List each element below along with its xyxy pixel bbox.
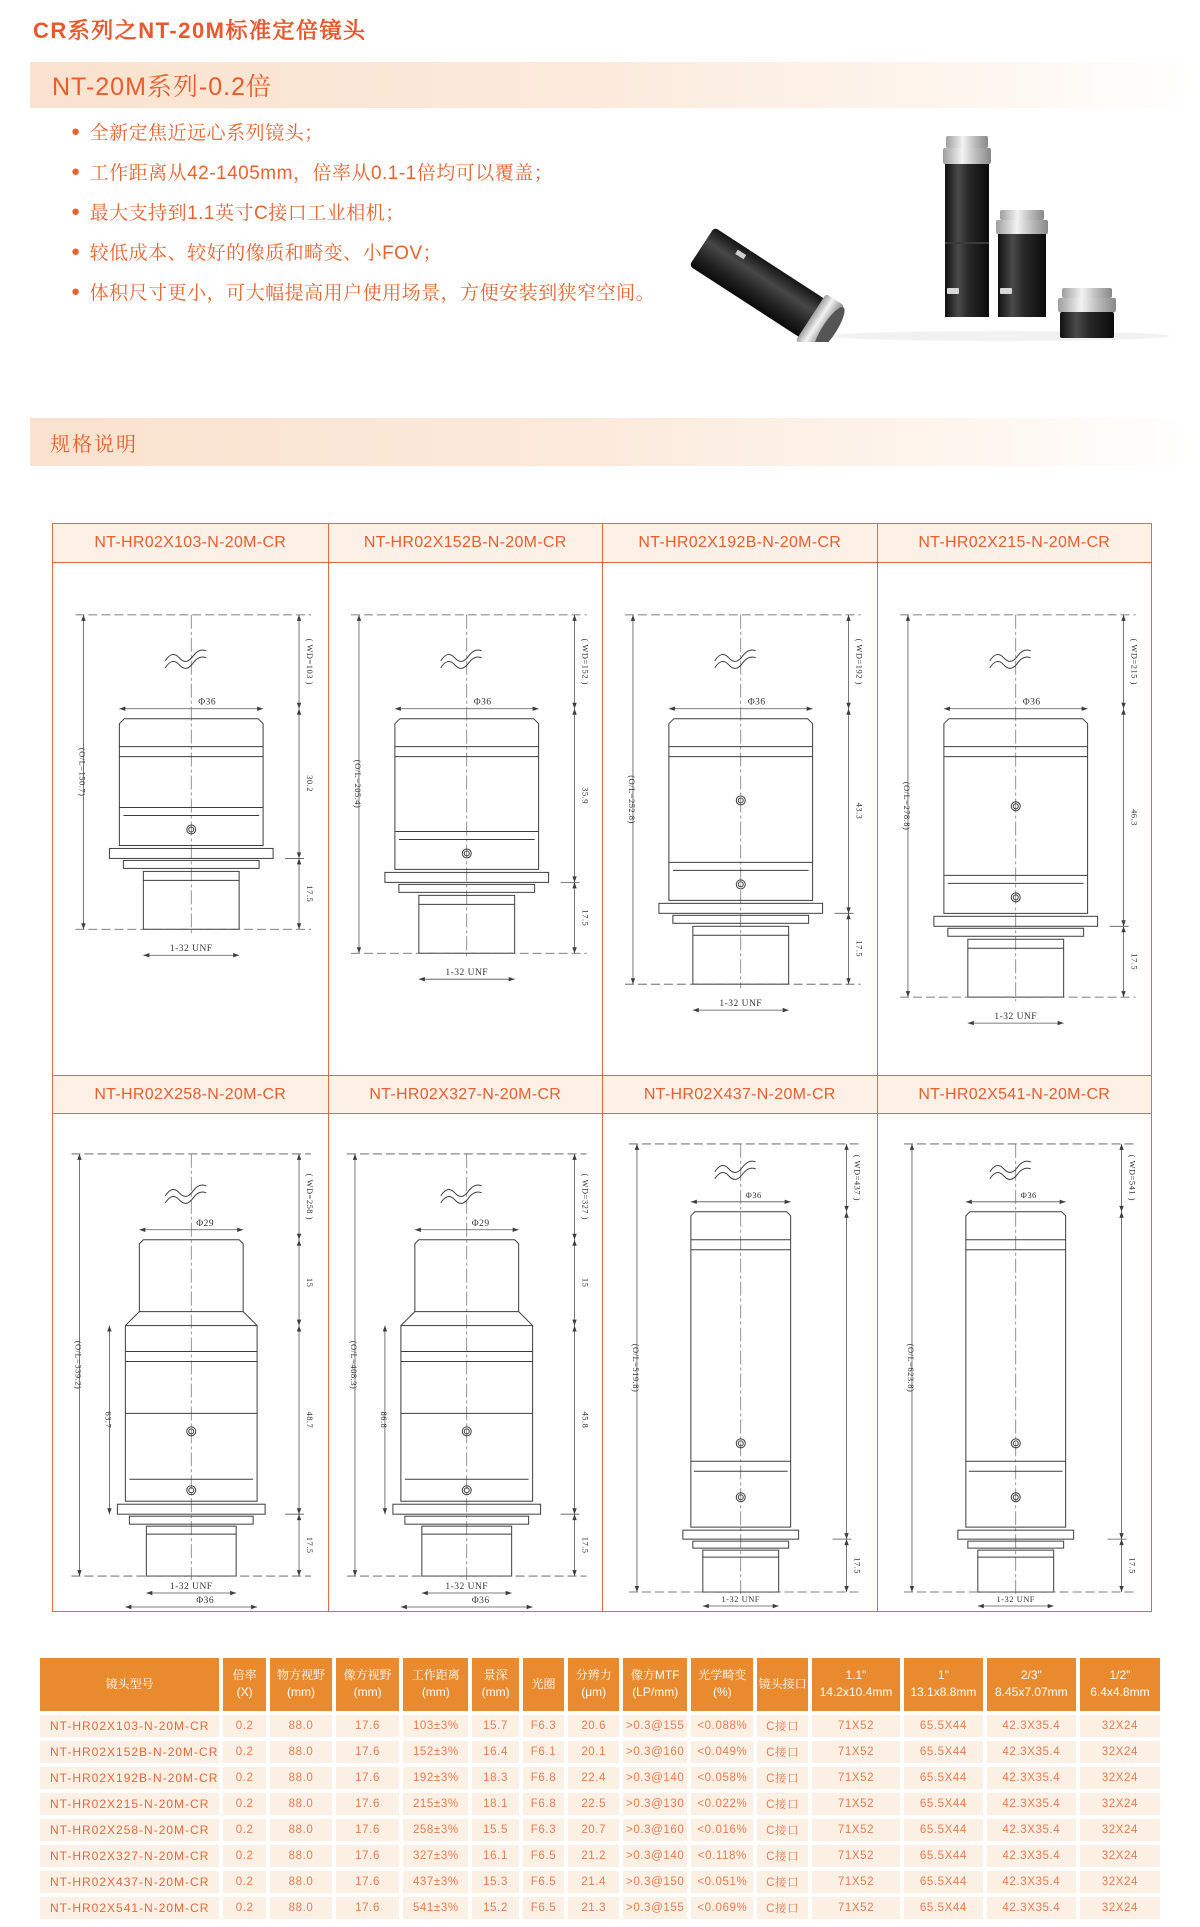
spec-cell: 32X24 — [1080, 1819, 1160, 1841]
technical-drawing — [53, 1113, 328, 1611]
spec-cell: 88.0 — [270, 1819, 332, 1841]
spec-header-cell — [757, 1658, 808, 1711]
spec-cell: F6.3 — [523, 1715, 565, 1737]
spec-cell: 17.6 — [336, 1845, 399, 1867]
svg-text:17.5: 17.5 — [580, 1536, 591, 1554]
spec-section-header — [30, 418, 1192, 466]
spec-header-cell — [40, 1658, 219, 1711]
spec-header-cell — [336, 1658, 399, 1711]
spec-cell: C接口 — [757, 1871, 808, 1893]
spec-cell: 215±3% — [403, 1793, 468, 1815]
spec-cell: 32X24 — [1080, 1845, 1160, 1867]
lens-drawing-svg — [878, 563, 1152, 1075]
svg-text:( WD=152 ): ( WD=152 ) — [580, 638, 591, 685]
spec-table-header-row — [40, 1658, 1160, 1711]
spec-cell: <0.058% — [691, 1767, 753, 1789]
spec-header-cell — [987, 1658, 1076, 1711]
spec-cell: 71X52 — [812, 1741, 900, 1763]
header-line1: 镜头型号 — [105, 1676, 154, 1691]
lens-drawing-svg — [878, 1114, 1152, 1611]
spec-header-cell — [623, 1658, 687, 1711]
spec-cell: 65.5X44 — [904, 1767, 983, 1789]
lens-photo-illustration — [660, 92, 1200, 342]
header-line2: (X) — [236, 1685, 253, 1700]
spec-cell: 32X24 — [1080, 1793, 1160, 1815]
spec-cell: <0.069% — [691, 1897, 753, 1919]
spec-cell: 152±3% — [403, 1741, 468, 1763]
svg-text:(O/L=339.2): (O/L=339.2) — [73, 1340, 84, 1390]
spec-cell: >0.3@140 — [623, 1845, 687, 1867]
spec-header-cell — [1080, 1658, 1160, 1711]
svg-text:1-32 UNF: 1-32 UNF — [169, 944, 213, 955]
spec-cell: <0.088% — [691, 1715, 753, 1737]
bullet-icon: ● — [71, 283, 81, 300]
spec-cell: 541±3% — [403, 1897, 468, 1919]
spec-cell: 65.5X44 — [904, 1715, 983, 1737]
spec-cell: 88.0 — [270, 1845, 332, 1867]
svg-text:(O/L=278.8): (O/L=278.8) — [901, 781, 912, 831]
header-line2: 13.1x8.8mm — [910, 1685, 977, 1700]
spec-header-cell — [270, 1658, 332, 1711]
header-line2: 14.2x10.4mm — [819, 1685, 893, 1700]
spec-cell: >0.3@130 — [623, 1793, 687, 1815]
feature-item — [71, 158, 655, 185]
header-line2: (LP/mm) — [632, 1685, 679, 1700]
spec-cell: 88.0 — [270, 1871, 332, 1893]
svg-text:1-32 UNF: 1-32 UNF — [993, 1012, 1037, 1023]
spec-cell: 17.6 — [336, 1715, 399, 1737]
spec-cell: 0.2 — [223, 1819, 266, 1841]
model-cell: NT-HR02X437-N-20M-CR — [40, 1871, 219, 1893]
spec-cell: 21.2 — [568, 1845, 619, 1867]
spec-cell: 42.3X35.4 — [987, 1819, 1076, 1841]
spec-cell: C接口 — [757, 1767, 808, 1789]
svg-text:17.5: 17.5 — [852, 1557, 863, 1575]
drawing-cell-header: NT-HR02X215-N-20M-CR — [877, 524, 1152, 562]
spec-cell: 15.7 — [472, 1715, 518, 1737]
svg-text:1-32 UNF: 1-32 UNF — [444, 968, 488, 979]
model-cell: NT-HR02X192B-N-20M-CR — [40, 1767, 219, 1789]
lens-photo-medium — [996, 210, 1048, 317]
svg-text:Φ36: Φ36 — [196, 1596, 215, 1607]
svg-text:46.3: 46.3 — [1129, 809, 1140, 826]
spec-header-cell — [691, 1658, 753, 1711]
svg-text:17.5: 17.5 — [854, 940, 865, 958]
spec-cell: 17.6 — [336, 1897, 399, 1919]
feature-item — [71, 238, 655, 265]
svg-text:Φ36: Φ36 — [198, 697, 217, 708]
spec-cell: 327±3% — [403, 1845, 468, 1867]
spec-cell: 22.5 — [568, 1793, 619, 1815]
page-title: CR系列之NT-20M标准定倍镜头 — [33, 18, 367, 43]
model-cell: NT-HR02X258-N-20M-CR — [40, 1819, 219, 1841]
spec-cell: C接口 — [757, 1741, 808, 1763]
spec-cell: 32X24 — [1080, 1767, 1160, 1789]
spec-cell: 15.2 — [472, 1897, 518, 1919]
drawing-cell-header: NT-HR02X541-N-20M-CR — [877, 1075, 1152, 1113]
header-line2: (mm) — [353, 1685, 382, 1700]
lens-photo-tall — [943, 136, 991, 317]
spec-cell: 0.2 — [223, 1871, 266, 1893]
technical-drawing — [328, 1113, 603, 1611]
spec-cell: C接口 — [757, 1897, 808, 1919]
feature-item — [71, 278, 655, 305]
spec-cell: 65.5X44 — [904, 1845, 983, 1867]
svg-text:17.5: 17.5 — [1127, 1557, 1138, 1575]
spec-cell: 192±3% — [403, 1767, 468, 1789]
header-line2: (%) — [712, 1685, 732, 1700]
header-line1: 1" — [937, 1668, 949, 1682]
spec-cell: 71X52 — [812, 1897, 900, 1919]
bullet-icon: ● — [71, 163, 81, 180]
spec-header-cell — [472, 1658, 518, 1711]
spec-cell: 0.2 — [223, 1741, 266, 1763]
feature-text: 最大支持到1.1英寸C接口工业相机； — [89, 203, 405, 224]
table-row — [40, 1897, 1160, 1919]
drawing-grid — [52, 523, 1152, 1612]
spec-cell: <0.022% — [691, 1793, 753, 1815]
spec-cell: >0.3@155 — [623, 1715, 687, 1737]
spec-cell: 15.5 — [472, 1819, 518, 1841]
svg-text:Φ36: Φ36 — [747, 697, 766, 708]
spec-cell: 71X52 — [812, 1845, 900, 1867]
spec-cell: 18.1 — [472, 1793, 518, 1815]
svg-text:45.8: 45.8 — [580, 1411, 591, 1429]
spec-cell: 42.3X35.4 — [987, 1715, 1076, 1737]
svg-text:17.5: 17.5 — [580, 909, 591, 927]
header-line1: 2/3" — [1020, 1668, 1042, 1682]
spec-header-cell — [812, 1658, 900, 1711]
spec-cell: >0.3@140 — [623, 1767, 687, 1789]
feature-item — [71, 118, 655, 145]
spec-cell: 103±3% — [403, 1715, 468, 1737]
svg-text:Φ36: Φ36 — [745, 1189, 762, 1200]
svg-text:1-32 UNF: 1-32 UNF — [169, 1582, 213, 1593]
product-photo — [660, 92, 1200, 342]
model-cell: NT-HR02X541-N-20M-CR — [40, 1897, 219, 1919]
svg-text:63.7: 63.7 — [103, 1411, 114, 1429]
bullet-icon: ● — [71, 203, 81, 220]
svg-text:15: 15 — [580, 1277, 591, 1288]
technical-drawing — [877, 562, 1152, 1075]
drawing-cell-header: NT-HR02X258-N-20M-CR — [53, 1075, 328, 1113]
svg-text:(O/L=205.4): (O/L=205.4) — [352, 759, 363, 809]
spec-cell: 20.7 — [568, 1819, 619, 1841]
header-line1: 工作距离 — [411, 1668, 460, 1682]
spec-cell: F6.5 — [523, 1897, 565, 1919]
drawing-cell-header: NT-HR02X327-N-20M-CR — [328, 1075, 603, 1113]
svg-text:(O/L=408.3): (O/L=408.3) — [348, 1340, 359, 1390]
feature-text: 全新定焦近远心系列镜头； — [89, 123, 324, 144]
spec-cell: 17.6 — [336, 1871, 399, 1893]
spec-cell: F6.5 — [523, 1845, 565, 1867]
spec-cell: 88.0 — [270, 1767, 332, 1789]
svg-text:35.9: 35.9 — [580, 787, 591, 804]
spec-cell: 32X24 — [1080, 1871, 1160, 1893]
spec-cell: 65.5X44 — [904, 1793, 983, 1815]
lens-drawing-svg — [329, 563, 603, 1075]
header-line1: 1.1" — [845, 1668, 867, 1682]
spec-cell: 42.3X35.4 — [987, 1897, 1076, 1919]
table-row — [40, 1793, 1160, 1815]
spec-cell: 17.6 — [336, 1819, 399, 1841]
drawing-cell-header: NT-HR02X437-N-20M-CR — [602, 1075, 877, 1113]
spec-cell: 0.2 — [223, 1793, 266, 1815]
svg-text:Φ36: Φ36 — [471, 1596, 490, 1607]
drawing-cell-header: NT-HR02X103-N-20M-CR — [53, 524, 328, 562]
feature-list — [71, 118, 655, 318]
spec-cell: 32X24 — [1080, 1741, 1160, 1763]
header-line2: (mm) — [481, 1685, 510, 1700]
table-row — [40, 1715, 1160, 1737]
spec-cell: 18.3 — [472, 1767, 518, 1789]
spec-cell: 32X24 — [1080, 1715, 1160, 1737]
spec-cell: 65.5X44 — [904, 1819, 983, 1841]
spec-header-cell — [904, 1658, 983, 1711]
spec-cell: C接口 — [757, 1819, 808, 1841]
spec-cell: 258±3% — [403, 1819, 468, 1841]
svg-text:(O/L=252.8): (O/L=252.8) — [626, 775, 637, 824]
technical-drawing — [53, 562, 328, 1075]
svg-text:43.3: 43.3 — [854, 802, 865, 820]
spec-cell: 0.2 — [223, 1897, 266, 1919]
table-row — [40, 1845, 1160, 1867]
header-line2: (mm) — [287, 1685, 316, 1700]
spec-cell: 21.4 — [568, 1871, 619, 1893]
spec-header-cell — [568, 1658, 619, 1711]
spec-cell: 65.5X44 — [904, 1871, 983, 1893]
spec-cell: <0.049% — [691, 1741, 753, 1763]
svg-text:1-32 UNF: 1-32 UNF — [444, 1582, 488, 1593]
svg-text:86.8: 86.8 — [378, 1411, 389, 1429]
svg-text:17.5: 17.5 — [305, 885, 316, 903]
spec-cell: F6.3 — [523, 1819, 565, 1841]
spec-cell: 20.1 — [568, 1741, 619, 1763]
spec-cell: <0.118% — [691, 1845, 753, 1867]
header-line1: 光学畸变 — [698, 1668, 747, 1682]
svg-text:48.7: 48.7 — [305, 1411, 316, 1429]
spec-header-cell — [223, 1658, 266, 1711]
svg-text:Φ36: Φ36 — [1022, 697, 1041, 708]
header-line1: 物方视野 — [277, 1668, 326, 1682]
spec-table — [36, 1654, 1164, 1923]
spec-cell: 15.3 — [472, 1871, 518, 1893]
svg-text:(O/L=623.8): (O/L=623.8) — [905, 1343, 916, 1393]
spec-cell: 17.6 — [336, 1793, 399, 1815]
svg-text:( WD=541 ): ( WD=541 ) — [1127, 1154, 1138, 1202]
header-line1: 像方MTF — [630, 1668, 680, 1682]
bullet-icon: ● — [71, 243, 81, 260]
svg-text:( WD=103 ): ( WD=103 ) — [305, 638, 316, 685]
technical-drawing — [602, 1113, 877, 1611]
spec-cell: >0.3@150 — [623, 1871, 687, 1893]
header-line2: 8.45x7.07mm — [994, 1685, 1068, 1700]
model-cell: NT-HR02X215-N-20M-CR — [40, 1793, 219, 1815]
lens-drawing-svg — [53, 1114, 328, 1611]
lens-drawing-svg — [603, 1114, 877, 1611]
spec-cell: 88.0 — [270, 1793, 332, 1815]
spec-cell: 32X24 — [1080, 1897, 1160, 1919]
technical-drawing — [602, 562, 877, 1075]
spec-cell: 42.3X35.4 — [987, 1845, 1076, 1867]
technical-drawing — [328, 562, 603, 1075]
table-row — [40, 1767, 1160, 1789]
floor-shadow — [830, 331, 1170, 341]
spec-cell: 42.3X35.4 — [987, 1741, 1076, 1763]
spec-cell: 71X52 — [812, 1715, 900, 1737]
header-line2: 6.4x4.8mm — [1090, 1685, 1150, 1700]
spec-cell: 21.3 — [568, 1897, 619, 1919]
svg-text:(O/L=150.7): (O/L=150.7) — [77, 747, 88, 797]
spec-cell: 22.4 — [568, 1767, 619, 1789]
spec-cell: 42.3X35.4 — [987, 1793, 1076, 1815]
spec-cell: 71X52 — [812, 1793, 900, 1815]
spec-cell: C接口 — [757, 1715, 808, 1737]
svg-text:Φ29: Φ29 — [196, 1218, 215, 1229]
spec-cell: F6.8 — [523, 1793, 565, 1815]
lens-drawing-svg — [603, 563, 877, 1075]
header-line1: 景深 — [483, 1668, 508, 1682]
drawing-cell-header: NT-HR02X152B-N-20M-CR — [328, 524, 603, 562]
spec-cell: 42.3X35.4 — [987, 1767, 1076, 1789]
header-line2: (μm) — [581, 1685, 607, 1700]
lens-drawing-svg — [53, 563, 328, 1075]
svg-text:(O/L=519.8): (O/L=519.8) — [630, 1343, 641, 1393]
header-line1: 倍率 — [232, 1668, 257, 1682]
series-banner-label: NT-20M系列-0.2倍 — [52, 73, 272, 101]
model-cell: NT-HR02X152B-N-20M-CR — [40, 1741, 219, 1763]
spec-cell: 88.0 — [270, 1897, 332, 1919]
bullet-icon: ● — [71, 123, 81, 140]
spec-header-cell — [523, 1658, 565, 1711]
spec-cell: 71X52 — [812, 1819, 900, 1841]
lens-photo-tilted — [687, 223, 851, 342]
svg-text:15: 15 — [305, 1277, 316, 1288]
spec-cell: <0.016% — [691, 1819, 753, 1841]
svg-text:1-32 UNF: 1-32 UNF — [719, 999, 763, 1010]
spec-cell: C接口 — [757, 1793, 808, 1815]
header-line1: 像方视野 — [343, 1668, 392, 1682]
spec-header-cell — [403, 1658, 468, 1711]
spec-cell: 65.5X44 — [904, 1741, 983, 1763]
svg-text:1-32 UNF: 1-32 UNF — [995, 1594, 1035, 1605]
svg-text:( WD=437 ): ( WD=437 ) — [852, 1154, 863, 1202]
spec-cell: 20.6 — [568, 1715, 619, 1737]
spec-cell: F6.1 — [523, 1741, 565, 1763]
svg-text:30.2: 30.2 — [305, 775, 316, 792]
lens-drawing-svg — [329, 1114, 603, 1611]
svg-text:( WD=192 ): ( WD=192 ) — [854, 638, 865, 685]
spec-cell: 71X52 — [812, 1767, 900, 1789]
spec-cell: 16.4 — [472, 1741, 518, 1763]
spec-cell: >0.3@160 — [623, 1819, 687, 1841]
spec-cell: F6.8 — [523, 1767, 565, 1789]
spec-cell: 88.0 — [270, 1741, 332, 1763]
feature-item — [71, 198, 655, 225]
feature-text: 较低成本、较好的像质和畸变、小FOV； — [89, 243, 443, 264]
spec-cell: 88.0 — [270, 1715, 332, 1737]
spec-cell: F6.5 — [523, 1871, 565, 1893]
spec-cell: 71X52 — [812, 1871, 900, 1893]
spec-cell: <0.051% — [691, 1871, 753, 1893]
svg-text:( WD=327 ): ( WD=327 ) — [580, 1173, 591, 1220]
table-row — [40, 1819, 1160, 1841]
header-line1: 光圈 — [531, 1676, 556, 1691]
spec-cell: 0.2 — [223, 1715, 266, 1737]
spec-cell: C接口 — [757, 1845, 808, 1867]
svg-text:Φ36: Φ36 — [473, 697, 492, 708]
svg-text:17.5: 17.5 — [305, 1536, 316, 1554]
model-cell: NT-HR02X103-N-20M-CR — [40, 1715, 219, 1737]
table-row — [40, 1741, 1160, 1763]
lens-photo-small — [1058, 288, 1116, 338]
svg-text:1-32 UNF: 1-32 UNF — [721, 1594, 761, 1605]
spec-cell: 42.3X35.4 — [987, 1871, 1076, 1893]
spec-cell: >0.3@155 — [623, 1897, 687, 1919]
table-row — [40, 1871, 1160, 1893]
spec-cell: 17.6 — [336, 1767, 399, 1789]
model-cell: NT-HR02X327-N-20M-CR — [40, 1845, 219, 1867]
drawing-cell-header: NT-HR02X192B-N-20M-CR — [602, 524, 877, 562]
svg-text:17.5: 17.5 — [1129, 953, 1140, 971]
header-line1: 镜头接口 — [758, 1676, 807, 1691]
header-line1: 分辨力 — [575, 1668, 612, 1682]
spec-section-title: 规格说明 — [50, 433, 138, 456]
svg-text:Φ36: Φ36 — [1020, 1189, 1037, 1200]
spec-cell: >0.3@160 — [623, 1741, 687, 1763]
spec-cell: 0.2 — [223, 1845, 266, 1867]
feature-text: 工作距离从42-1405mm，倍率从0.1-1倍均可以覆盖； — [89, 163, 554, 184]
svg-text:( WD=258 ): ( WD=258 ) — [305, 1173, 316, 1220]
spec-cell: 65.5X44 — [904, 1897, 983, 1919]
technical-drawing — [877, 1113, 1152, 1611]
spec-cell: 16.1 — [472, 1845, 518, 1867]
header-line1: 1/2" — [1109, 1668, 1131, 1682]
spec-cell: 0.2 — [223, 1767, 266, 1789]
spec-cell: 17.6 — [336, 1741, 399, 1763]
svg-text:Φ29: Φ29 — [471, 1218, 490, 1229]
feature-text: 体积尺寸更小，可大幅提高用户使用场景，方便安装到狭窄空间。 — [89, 283, 656, 304]
spec-cell: 437±3% — [403, 1871, 468, 1893]
svg-text:( WD=215 ): ( WD=215 ) — [1129, 638, 1140, 685]
header-line2: (mm) — [421, 1685, 450, 1700]
